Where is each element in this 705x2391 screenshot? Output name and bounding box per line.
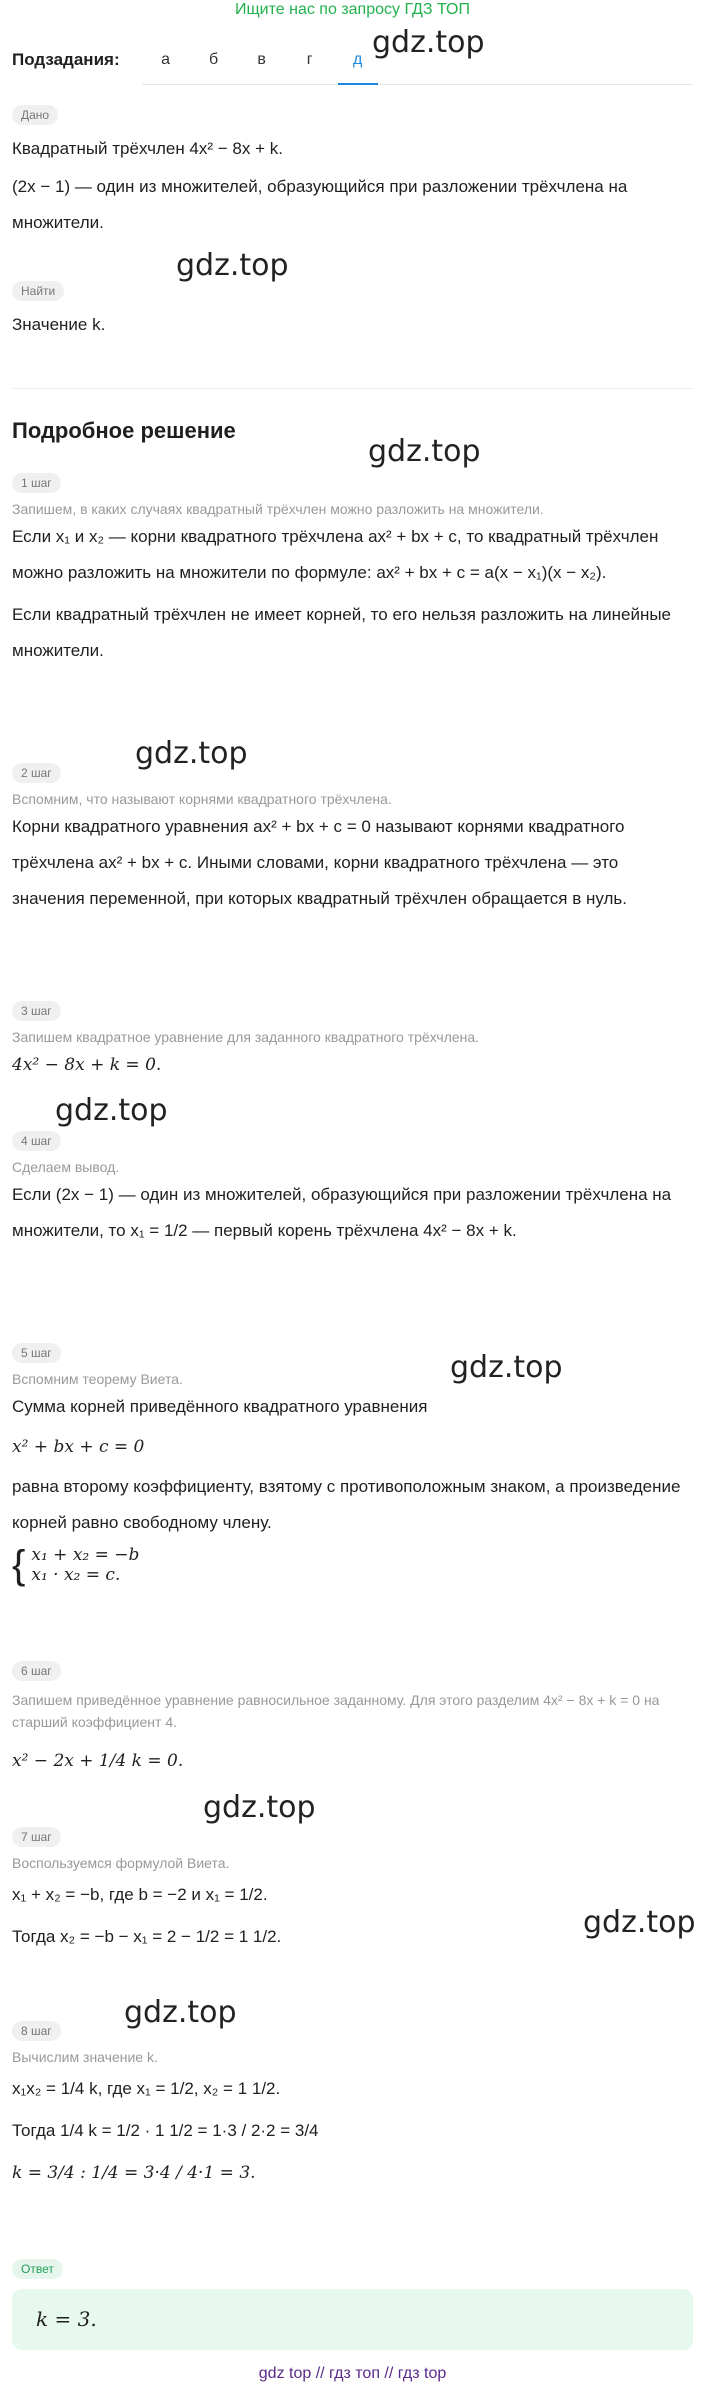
solution-title: Подробное решение — [12, 418, 236, 443]
brace-icon: { — [12, 1543, 26, 1587]
step-pill: 8 шаг — [12, 2021, 61, 2041]
step-hint: Запишем приведённое уравнение равносильное заданному. Для этого разделим 4x² − 8x + k = 0 на старший коэффициент 4. — [12, 1692, 660, 1730]
step-line: k = 3/4 : 1/4 = 3·4 / 4·1 = 3. — [12, 2163, 256, 2183]
watermark: gdz.top — [368, 434, 481, 469]
step-hint: Запишем квадратное уравнение для заданного квадратного трёхчлена. — [12, 1029, 480, 1045]
step-5 — [12, 1342, 693, 1585]
given-section — [12, 104, 693, 241]
find-pill: Найти — [12, 281, 64, 301]
step-pill: 5 шаг — [12, 1343, 61, 1363]
step-hint: Вычислим значение k. — [12, 2049, 158, 2065]
step-formula: 4x² − 8x + k = 0. — [12, 1055, 162, 1075]
step-text: Если x₁ и x₂ — корни квадратного трёхчлена ax² + bx + c, то квадратный трёхчлен можно разложить на множители по формуле: ax² + bx + c = a(x − x₁)(x − x₂). — [12, 527, 659, 582]
watermark: gdz.top — [135, 736, 248, 771]
subtask-tab-g[interactable]: г — [306, 50, 313, 68]
system-line: x₁ · x₂ = c. — [31, 1565, 121, 1585]
step-line: x₁x₂ = 1/4 k, где x₁ = 1/2, x₂ = 1 1/2. — [12, 2079, 281, 2098]
step-text: Если квадратный трёхчлен не имеет корней, то его нельзя разложить на линейные множители. — [12, 605, 671, 660]
top-banner[interactable]: Ищите нас по запросу ГДЗ ТОП — [235, 1, 470, 18]
watermark: gdz.top — [450, 1350, 563, 1385]
step-7 — [12, 1826, 693, 1955]
step-2 — [12, 762, 693, 917]
answer-text: k = 3. — [36, 2307, 97, 2331]
step-hint: Запишем, в каких случаях квадратный трёхчлен можно разложить на множители. — [12, 501, 544, 517]
subtask-tab-v[interactable]: в — [257, 50, 266, 68]
subtasks-row — [12, 36, 693, 84]
step-pill: 3 шаг — [12, 1001, 61, 1021]
watermark: gdz.top — [124, 1995, 237, 2030]
given-line: Квадратный трёхчлен 4x² − 8x + k. — [12, 139, 283, 158]
watermark: gdz.top — [372, 25, 485, 60]
subtask-tab-b[interactable]: б — [209, 50, 219, 68]
watermark: gdz.top — [583, 1905, 696, 1940]
step-line: x₁ + x₂ = −b, где b = −2 и x₁ = 1/2. — [12, 1885, 268, 1904]
given-pill: Дано — [12, 105, 58, 125]
subtasks-label: Подзадания: — [12, 50, 120, 69]
watermark: gdz.top — [55, 1093, 168, 1128]
step-hint: Вспомним теорему Виета. — [12, 1371, 183, 1387]
vieta-system — [12, 1545, 693, 1585]
subtask-tab-a[interactable]: а — [161, 50, 171, 68]
find-section — [12, 280, 693, 343]
step-1 — [12, 472, 693, 669]
given-factor-line: (2x − 1) — один из множителей, образующийся при разложении трёхчлена на множители. — [12, 177, 628, 232]
step-hint: Сделаем вывод. — [12, 1159, 120, 1175]
divider — [12, 378, 693, 399]
find-line: Значение k. — [12, 315, 106, 334]
subtask-tab-d[interactable]: д — [334, 36, 382, 84]
step-3 — [12, 1000, 693, 1083]
footer-links[interactable]: gdz top // гдз топ // гдз top — [258, 2365, 447, 2382]
step-pill: 6 шаг — [12, 1661, 61, 1681]
answer-pill: Ответ — [12, 2259, 63, 2279]
step-pill: 1 шаг — [12, 473, 61, 493]
step-pill: 7 шаг — [12, 1827, 61, 1847]
system-line: x₁ + x₂ = −b — [31, 1545, 140, 1565]
step-formula: x² − 2x + 1/4 k = 0. — [12, 1751, 184, 1771]
step-pill: 2 шаг — [12, 763, 61, 783]
step-8 — [12, 2020, 693, 2191]
step-hint: Воспользуемся формулой Виета. — [12, 1855, 230, 1871]
step-line: Тогда 1/4 k = 1/2 · 1 1/2 = 1·3 / 2·2 = 3/4 — [12, 2121, 319, 2140]
watermark: gdz.top — [176, 248, 289, 283]
answer-section — [12, 2258, 693, 2350]
answer-box — [12, 2289, 693, 2350]
step-line: Тогда x₂ = −b − x₁ = 2 − 1/2 = 1 1/2. — [12, 1927, 282, 1946]
step-text: равна второму коэффициенту, взятому с противоположным знаком, а произведение корней равно свободному члену. — [12, 1477, 681, 1532]
step-hint: Вспомним, что называют корнями квадратного трёхчлена. — [12, 791, 392, 807]
step-text: Сумма корней приведённого квадратного уравнения — [12, 1397, 428, 1416]
step-6 — [12, 1660, 693, 1779]
watermark: gdz.top — [203, 1790, 316, 1825]
step-4 — [12, 1130, 693, 1249]
step-text: Корни квадратного уравнения ax² + bx + c = 0 называют корнями квадратного трёхчлена ax² + bx + c. Иными словами, корни квадратного трёхчлена — это значения переменной, при которых квадратный трёхчлен обращается в нуль. — [12, 817, 627, 908]
step-text: Если (2x − 1) — один из множителей, образующийся при разложении трёхчлена на множители, то x₁ = 1/2 — первый корень трёхчлена 4x² − 8x + k. — [12, 1185, 672, 1240]
step-formula: x² + bx + c = 0 — [12, 1437, 145, 1457]
step-pill: 4 шаг — [12, 1131, 61, 1151]
